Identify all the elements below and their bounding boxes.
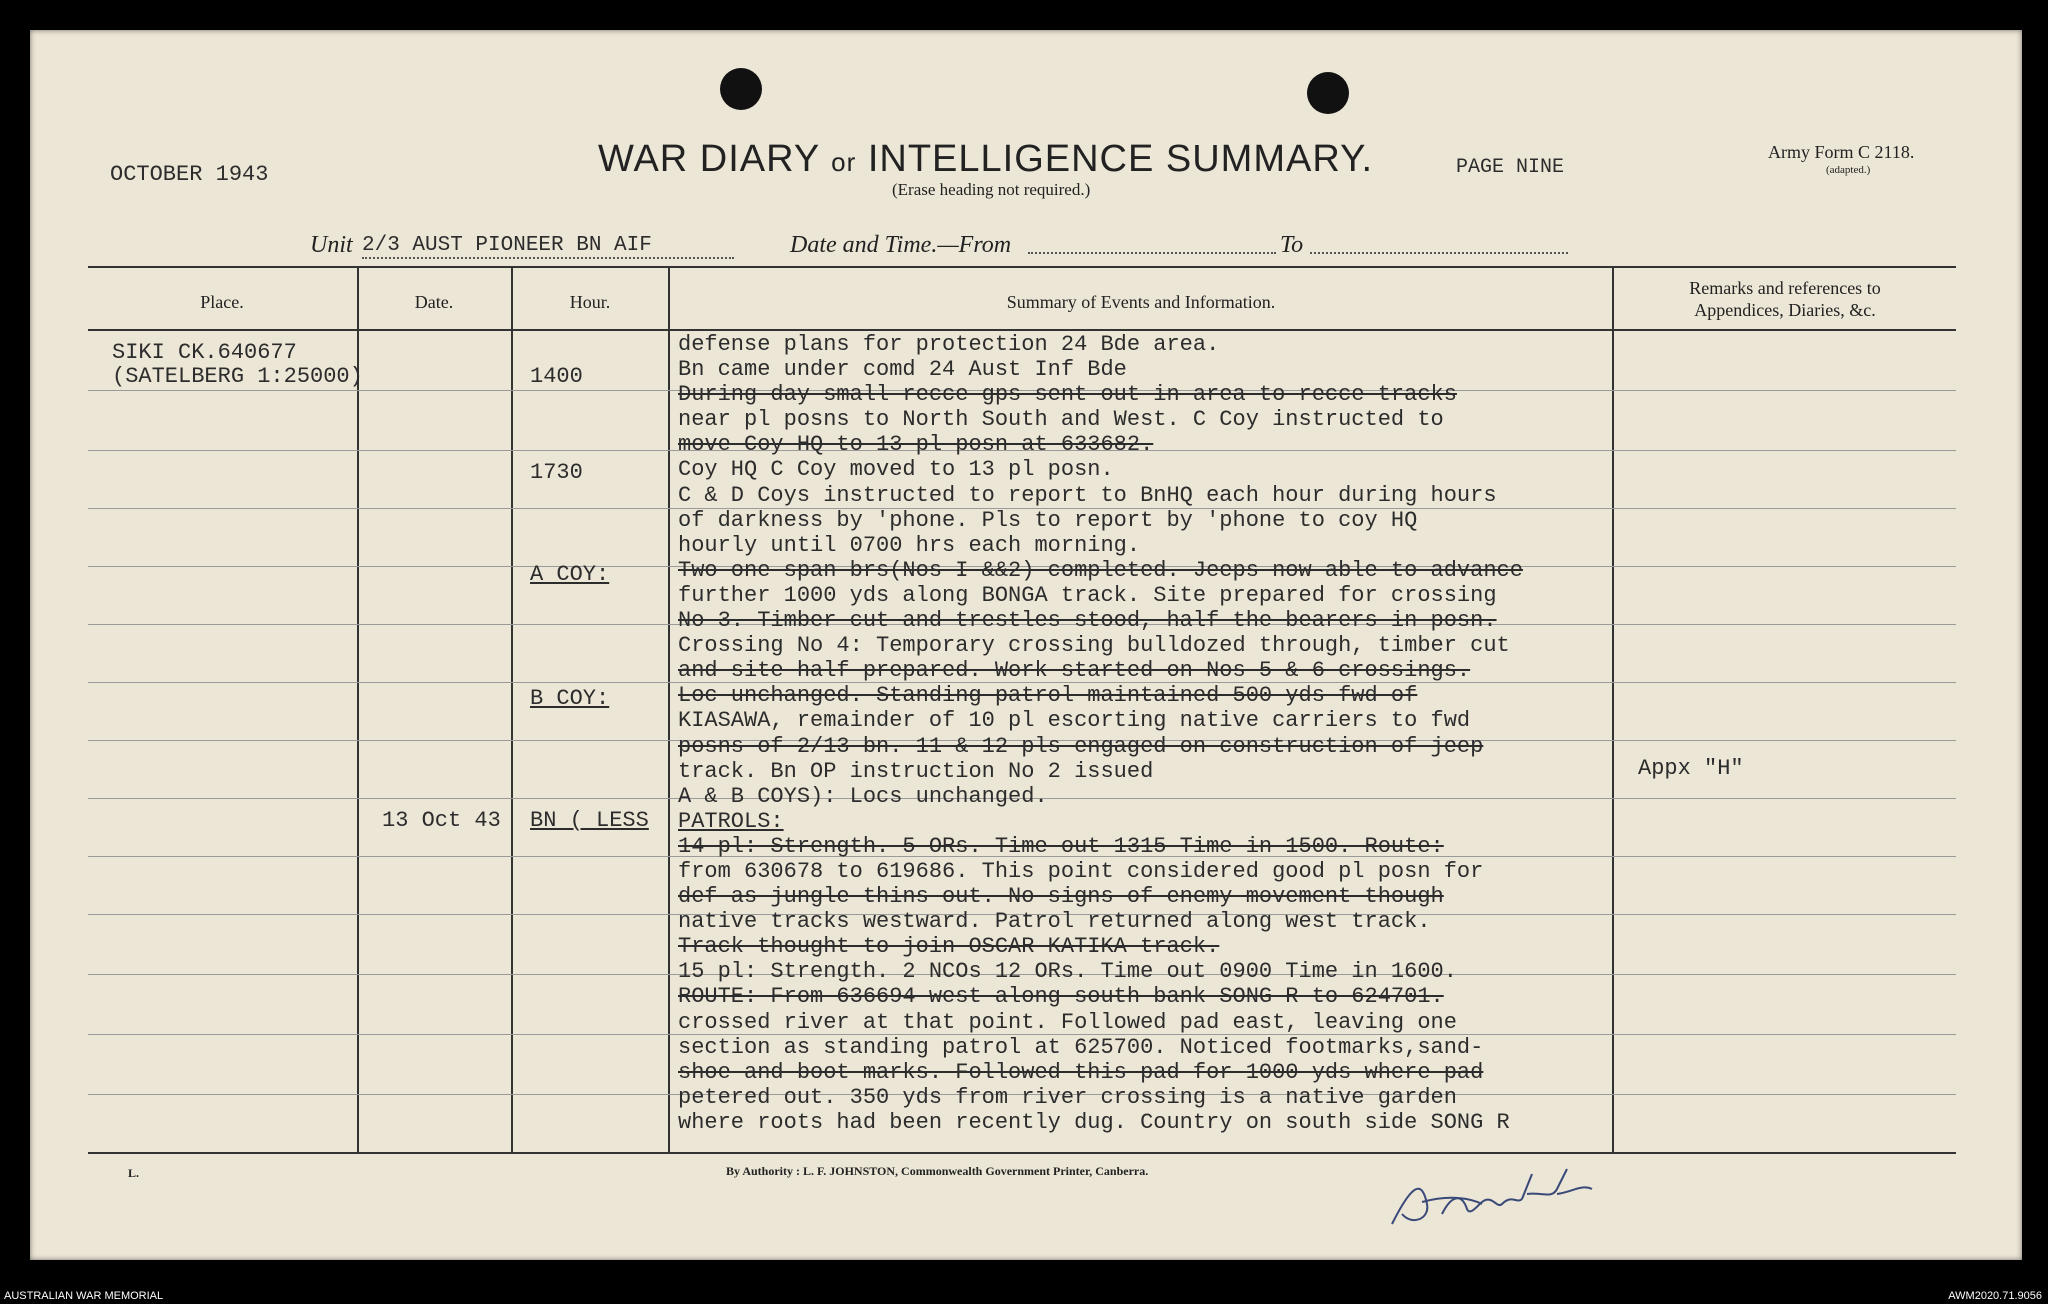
summary-line: During day small recce gps sent out in area to recce tracks: [678, 382, 1457, 408]
unit-label: Unit: [310, 232, 353, 258]
summary-line: where roots had been recently dug. Country on south side SONG R: [678, 1109, 1510, 1135]
summary-line: No 3. Timber cut and trestles stood, half the bearers in posn.: [678, 608, 1497, 634]
punch-hole-left: [720, 68, 762, 110]
summary-line: and site half prepared. Work started on Nos 5 & 6 crossings.: [678, 658, 1471, 684]
col-header-remarks-line2: Appendices, Diaries, &c.: [1694, 300, 1876, 320]
summary-line: posns of 2/13 bn. 11 & 12 pls engaged on construction of jeep: [678, 733, 1484, 759]
hour-entry: A COY:: [530, 562, 610, 587]
date-time-label: Date and Time.—From: [790, 232, 1012, 258]
summary-line: of darkness by 'phone. Pls to report by 'phone to coy HQ: [678, 507, 1418, 533]
hour-entry: BN ( LESS: [530, 808, 649, 833]
army-form-label: Army Form C 2118.: [1768, 142, 1915, 162]
signature: [1382, 1164, 1622, 1244]
summary-line: C & D Coys instructed to report to BnHQ each hour during hours: [678, 482, 1497, 508]
col-header-date: Date.: [414, 292, 454, 312]
col-divider-3: [668, 266, 670, 1154]
summary-line: ROUTE: From 636694 west along south bank SONG R to 624701.: [678, 984, 1444, 1010]
summary-line: petered out. 350 yds from river crossing is a native garden: [678, 1084, 1457, 1110]
summary-line: 14 pl: Strength. 5 ORs. Time out 1315 Time in 1500. Route:: [678, 833, 1444, 859]
summary-line: Loc unchanged. Standing patrol maintained 500 yds fwd of: [678, 683, 1418, 709]
to-label: To: [1280, 232, 1304, 258]
col-header-summary: Summary of Events and Information.: [1006, 292, 1276, 312]
summary-line: hourly until 0700 hrs each morning.: [678, 532, 1141, 558]
table-bottom-rule: [88, 1152, 1956, 1154]
col-divider-1: [357, 266, 359, 1154]
date-entry: 13 Oct 43: [382, 808, 501, 833]
adapted-label: (adapted.): [1826, 164, 1871, 176]
caption-left: AUSTRALIAN WAR MEMORIAL: [4, 1290, 164, 1302]
from-dotted-line: [1028, 252, 1276, 254]
punch-hole-right: [1307, 72, 1349, 114]
page-number: PAGE NINE: [1456, 156, 1565, 179]
summary-line: shoe and boot marks. Followed this pad for 1000 yds where pad: [678, 1059, 1484, 1085]
col-divider-2: [511, 266, 513, 1154]
summary-line: defense plans for protection 24 Bde area.: [678, 332, 1220, 357]
col-header-place: Place.: [200, 292, 244, 312]
remarks-entry: Appx "H": [1638, 756, 1744, 781]
unit-value: 2/3 AUST PIONEER BN AIF: [362, 234, 734, 259]
col-divider-4: [1612, 266, 1614, 1154]
summary-line: native tracks westward. Patrol returned along west track.: [678, 909, 1431, 935]
summary-line: Bn came under comd 24 Aust Inf Bde: [678, 357, 1127, 383]
title-part2: INTELLIGENCE SUMMARY.: [867, 138, 1374, 180]
summary-line: near pl posns to North South and West. C Coy instructed to: [678, 407, 1444, 433]
hour-entry: B COY:: [530, 686, 610, 711]
summary-text-block: [678, 332, 1523, 1135]
summary-line: crossed river at that point. Followed pad east, leaving one: [678, 1009, 1457, 1035]
title-or: or: [831, 147, 857, 177]
summary-line: PATROLS:: [678, 808, 784, 834]
erase-note: (Erase heading not required.): [892, 180, 1091, 199]
page-title: [598, 138, 1373, 181]
summary-line: Crossing No 4: Temporary crossing bulldozed through, timber cut: [678, 633, 1510, 659]
summary-line: KIASAWA, remainder of 10 pl escorting native carriers to fwd: [678, 708, 1471, 734]
caption-right: AWM2020.71.9056: [1948, 1290, 2042, 1302]
header-bottom-rule: [88, 329, 1956, 331]
diary-page: [30, 30, 2022, 1260]
col-header-hour: Hour.: [569, 292, 611, 312]
summary-line: Two one-span brs(Nos I &&2) completed. Jeeps now able to advance: [678, 557, 1523, 583]
table-top-rule: [88, 266, 1956, 268]
summary-line: further 1000 yds along BONGA track. Site prepared for crossing: [678, 582, 1497, 608]
summary-line: move Coy HQ to 13 pl posn at 633682.: [678, 432, 1154, 458]
summary-line: section as standing patrol at 625700. Noticed footmarks,sand-: [678, 1034, 1484, 1060]
title-part1: WAR DIARY: [598, 138, 820, 180]
col-header-remarks-line1: Remarks and references to: [1689, 278, 1881, 298]
summary-line: def as jungle thins out. No signs of enemy movement though: [678, 884, 1444, 910]
month-label: OCTOBER 1943: [110, 162, 269, 187]
place-entry: SIKI CK.640677: [112, 340, 297, 365]
summary-line: Coy HQ C Coy moved to 13 pl posn.: [678, 457, 1114, 483]
summary-line: 15 pl: Strength. 2 NCOs 12 ORs. Time out 0900 Time in 1600.: [678, 959, 1457, 985]
summary-line: track. Bn OP instruction No 2 issued: [678, 758, 1154, 784]
hour-entry: 1730: [530, 460, 583, 485]
summary-line: A & B COYS): Locs unchanged.: [678, 783, 1048, 809]
to-dotted-line: [1310, 252, 1568, 254]
place-entry: (SATELBERG 1:25000): [112, 364, 363, 389]
authority-line: By Authority : L. F. JOHNSTON, Commonwealth Government Printer, Canberra.: [726, 1164, 1149, 1178]
hour-entry: 1400: [530, 364, 583, 389]
summary-line: Track thought to join OSCAR-KATIKA track.: [678, 934, 1220, 960]
summary-line: from 630678 to 619686. This point considered good pl posn for: [678, 858, 1484, 884]
form-code: L.: [128, 1166, 140, 1180]
